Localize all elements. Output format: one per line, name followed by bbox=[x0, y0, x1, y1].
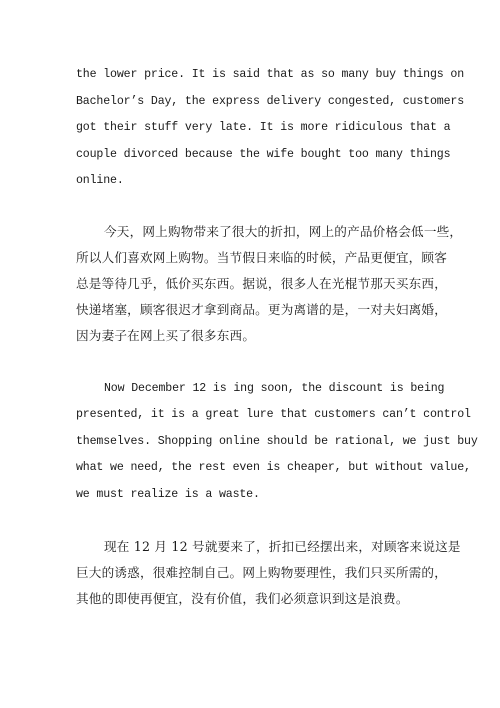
paragraph-line: couple divorced because the wife bought too many things bbox=[76, 148, 451, 161]
paragraph-line: 因为妻子在网上买了很多东西。 bbox=[76, 328, 256, 343]
paragraph-line: we must realize is a waste. bbox=[76, 488, 260, 501]
paragraph-line: 其他的即使再便宜，没有价值，我们必须意识到这是浪费。 bbox=[76, 591, 409, 606]
paragraph-line: themselves. Shopping online should be rational, we just buy bbox=[76, 435, 478, 448]
paragraph-line: 快递堵塞，顾客很迟才拿到商品。更为离谱的是，一对夫妇离婚， bbox=[76, 302, 448, 317]
paragraph-line: what we need, the rest even is cheaper, but without value, bbox=[76, 461, 471, 474]
paragraph-line: 现在 12 月 12 号就要来了，折扣已经摆出来，对顾客来说这是 bbox=[104, 539, 461, 554]
paragraph-line: 总是等待几乎，低价买东西。据说，很多人在光棍节那天买东西， bbox=[76, 276, 448, 291]
paragraph-line: 今天，网上购物带来了很大的折扣，网上的产品价格会低一些， bbox=[104, 224, 463, 239]
paragraph-line: presented, it is a great lure that customers can’t control bbox=[76, 408, 471, 421]
paragraph-line: got their stuff very late. It is more ridiculous that a bbox=[76, 121, 451, 134]
paragraph-line: 所以人们喜欢网上购物。当节假日来临的时候，产品更便宜，顾客 bbox=[76, 250, 448, 265]
paragraph-line: online. bbox=[76, 174, 124, 187]
paragraph-line: Now December 12 is ing soon, the discount is being bbox=[104, 382, 445, 395]
paragraph-line: Bachelor’s Day, the express delivery congested, customers bbox=[76, 95, 465, 108]
paragraph-line: 巨大的诱惑，很难控制自己。网上购物要理性，我们只买所需的， bbox=[76, 565, 448, 580]
paragraph-line: the lower price. It is said that as so many buy things on bbox=[76, 68, 465, 81]
